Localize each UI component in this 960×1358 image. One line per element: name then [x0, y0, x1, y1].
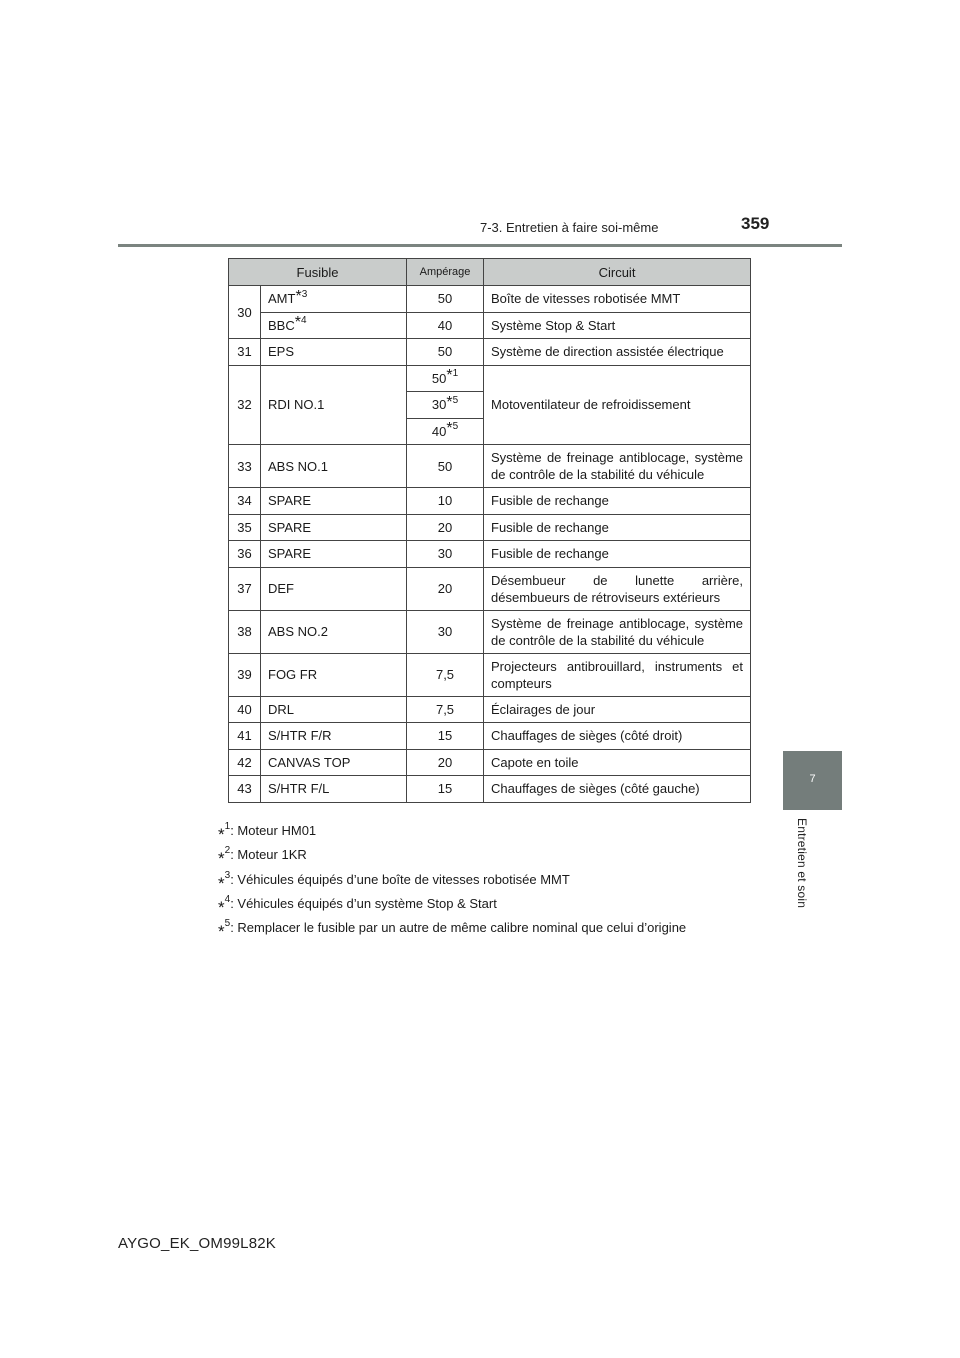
footnote-ref: *5 [446, 393, 459, 411]
chapter-number: 7 [809, 773, 816, 785]
fuse-name: RDI NO.1 [261, 365, 407, 445]
fuse-name [261, 312, 407, 339]
fuse-name: CANVAS TOP [261, 749, 407, 776]
table-row [229, 286, 751, 313]
table-row [229, 723, 751, 750]
fuse-circuit: Désembueur de lunette arrière, désembueurs de rétroviseurs extérieurs [484, 567, 751, 610]
header-amperage: Ampérage [407, 259, 484, 286]
chapter-tab [783, 751, 842, 810]
fuse-name: S/HTR F/R [261, 723, 407, 750]
fuse-name: SPARE [261, 488, 407, 515]
fuse-number: 35 [229, 514, 261, 541]
fuse-amperage: 20 [407, 514, 484, 541]
fuse-amperage: 30 [407, 610, 484, 653]
page-number: 359 [741, 214, 770, 233]
fuse-name-text: AMT [268, 291, 296, 307]
fuse-amperage: 20 [407, 567, 484, 610]
table-row [229, 339, 751, 366]
footnote-number: 5 [224, 917, 231, 929]
footnote-ref: *5 [446, 420, 459, 438]
footnote [218, 838, 686, 869]
fuse-amperage: 50 [407, 445, 484, 488]
fuse-circuit: Chauffages de sièges (côté droit) [484, 723, 751, 750]
footnote-text: : Remplacer le fusible par un autre de même calibre nominal que celui d’origine [230, 919, 687, 935]
fuse-circuit: Éclairages de jour [484, 696, 751, 723]
fuse-number: 32 [229, 365, 261, 445]
footnote [218, 814, 686, 845]
fuse-amperage: 30 [407, 541, 484, 568]
fuse-number: 39 [229, 653, 261, 696]
fuse-number: 41 [229, 723, 261, 750]
fuse-amperage: 30$^{*^5}$ [407, 392, 484, 419]
table-row [229, 488, 751, 515]
footnote-ref: *1 [446, 367, 459, 385]
document-code: AYGO_EK_OM99L82K [118, 1235, 277, 1252]
footnote-number: 3 [224, 869, 231, 881]
footnote-number: 2 [224, 845, 231, 857]
footnote [218, 862, 686, 893]
fuse-circuit: Système de freinage antiblocage, système de contrôle de la stabilité du véhicule [484, 445, 751, 488]
fuse-circuit: Système Stop & Start [484, 312, 751, 339]
fuse-number: 34 [229, 488, 261, 515]
footnote-text: : Véhicules équipés d’un système Stop & Start [230, 895, 497, 911]
chapter-label: Entretien et soin [795, 818, 809, 909]
table-row [229, 541, 751, 568]
footnote-number: 1 [224, 821, 231, 833]
table-row [229, 445, 751, 488]
fuse-amperage: 15 [407, 776, 484, 803]
fuse-circuit: Boîte de vitesses robotisée MMT [484, 286, 751, 313]
footnote-ref: *3 [295, 287, 308, 305]
fuse-number: 37 [229, 567, 261, 610]
table-row [229, 776, 751, 803]
table-row [229, 365, 751, 392]
table-row [229, 610, 751, 653]
footnote-star: * [218, 825, 225, 845]
fuse-table [228, 258, 751, 803]
table-row [229, 514, 751, 541]
footnote-star: * [218, 849, 225, 869]
fuse-number: 31 [229, 339, 261, 366]
footnote-number: 4 [224, 893, 231, 905]
fuse-number: 40 [229, 696, 261, 723]
fuse-circuit: Système de direction assistée électrique [484, 339, 751, 366]
fuse-name: SPARE [261, 541, 407, 568]
header-circuit: Circuit [484, 259, 751, 286]
fuse-name: DRL [261, 696, 407, 723]
table-row [229, 696, 751, 723]
fuse-number: 30 [229, 286, 261, 339]
footnote-text: : Véhicules équipés d’une boîte de vitesses robotisée MMT [230, 871, 570, 887]
fuse-number: 33 [229, 445, 261, 488]
fuse-amperage: 20 [407, 749, 484, 776]
fuse-amperage: 50 [407, 339, 484, 366]
fuse-amperage: 50 [407, 286, 484, 313]
fuse-circuit: Capote en toile [484, 749, 751, 776]
footnote-star: * [218, 897, 225, 917]
table-row [229, 749, 751, 776]
fuse-name: ABS NO.1 [261, 445, 407, 488]
footnote-text: : Moteur 1KR [230, 847, 307, 863]
table-row [229, 567, 751, 610]
fuse-circuit: Fusible de rechange [484, 541, 751, 568]
fuse-number: 36 [229, 541, 261, 568]
fuse-name: ABS NO.2 [261, 610, 407, 653]
table-header-row [229, 259, 751, 286]
footnote-star: * [218, 921, 225, 941]
fuse-name: FOG FR [261, 653, 407, 696]
footnote [218, 911, 687, 941]
fuse-name: S/HTR F/L [261, 776, 407, 803]
footnote-ref: *4 [294, 314, 307, 332]
footnote [218, 887, 686, 917]
footnote-text: : Moteur HM01 [230, 823, 317, 839]
fuse-number: 42 [229, 749, 261, 776]
table-row [229, 312, 751, 339]
fuse-amperage: 40$^{*^5}$ [407, 418, 484, 445]
fuse-number: 43 [229, 776, 261, 803]
header-fuse: Fusible [229, 259, 407, 286]
fuse-amperage: 10 [407, 488, 484, 515]
fuse-circuit: Fusible de rechange [484, 514, 751, 541]
fuse-name: SPARE [261, 514, 407, 541]
fuse-amperage: 40 [407, 312, 484, 339]
fuse-circuit: Chauffages de sièges (côté gauche) [484, 776, 751, 803]
fuse-name-text: BBC [268, 317, 295, 333]
fuse-name [261, 286, 407, 313]
fuse-circuit: Projecteurs antibrouillard, instruments et compteurs [484, 653, 751, 696]
fuse-circuit: Fusible de rechange [484, 488, 751, 515]
header-divider [118, 244, 842, 247]
fuse-name: DEF [261, 567, 407, 610]
fuse-amperage: 50$^{*^1}$ [407, 365, 484, 392]
fuse-circuit: Système de freinage antiblocage, système de contrôle de la stabilité du véhicule [484, 610, 751, 653]
fuse-amperage: 7,5 [407, 696, 484, 723]
fuse-amperage: 15 [407, 723, 484, 750]
fuse-circuit: Motoventilateur de refroidissement [484, 365, 751, 445]
fuse-number: 38 [229, 610, 261, 653]
footnote-star: * [218, 873, 225, 893]
fuse-amperage: 7,5 [407, 653, 484, 696]
footnotes [218, 814, 687, 941]
section-title: 7-3. Entretien à faire soi-même [480, 220, 659, 235]
fuse-name: EPS [261, 339, 407, 366]
table-row [229, 653, 751, 696]
